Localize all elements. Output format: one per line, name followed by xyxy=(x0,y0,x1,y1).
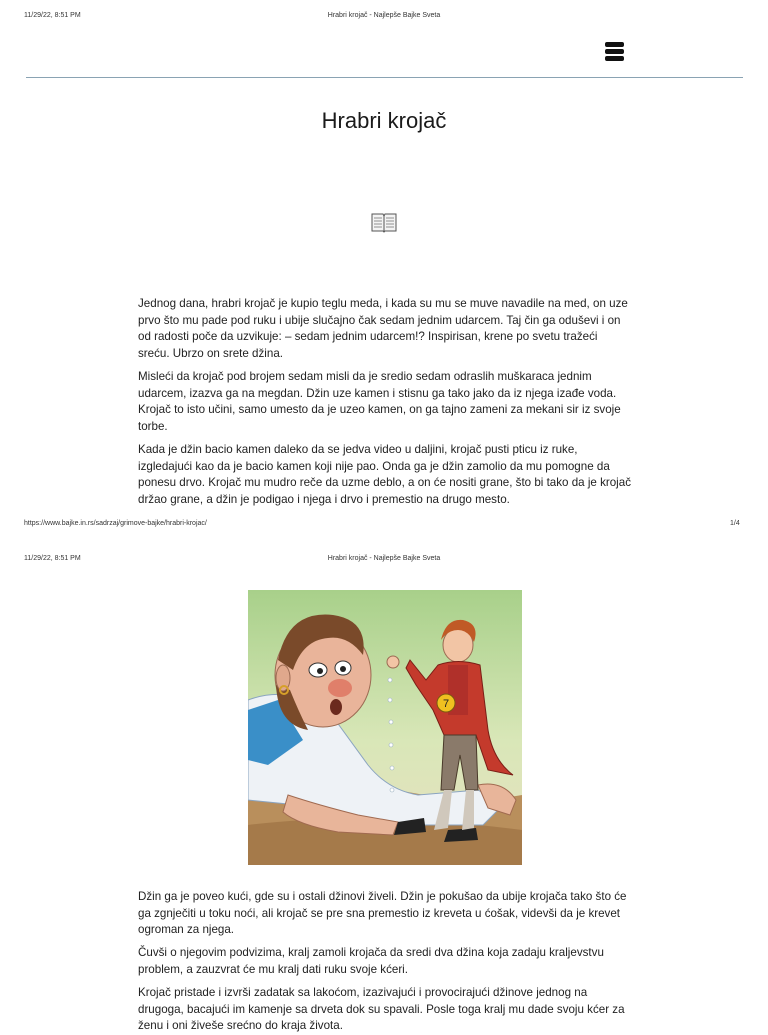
seven-badge: 7 xyxy=(442,698,450,710)
header-divider xyxy=(26,77,743,78)
story-paragraph: Misleći da krojač pod brojem sedam misli da je sredio sedam odraslih muškaraca jednim udarcem, izazva ga na megdan. Džin uze kamen i stisnu ga tako jako da iz njega izađe voda. Krojač to isto učini, samo umesto da je uzeo kamen, on ga tajno zameni za mekani sir iz svoje torbe. xyxy=(138,370,621,433)
story-paragraph: Krojač pristade i izvrši zadatak sa lakoćom, izazivajući i provocirajući džinove jednog na drugoga, bacajući im kamenje sa drveta dok su spavali. Posle toga kralj mu dade svoju kćer za ženu i oni živeše srećno do kraja života. xyxy=(138,986,625,1032)
header-page-title: Hrabri krojač - Najlepše Bajke Sveta xyxy=(327,555,441,562)
header-page-title: Hrabri krojač - Najlepše Bajke Sveta xyxy=(327,12,441,19)
hamburger-menu-icon[interactable] xyxy=(605,42,624,61)
story-paragraph: Jednog dana, hrabri krojač je kupio teglu meda, i kada su mu se muve navadile na med, on uze prvo što mu pade pod ruku i ubije slučajno čak sedam jednim udarcem. Taj čin ga oduševi i on od radosti poče da uzvikuje: – sedam jednim udarcem!? Inspirisan, krene po svetu tražeći sreću. Ubrzo on srete džina. xyxy=(138,297,628,360)
story-illustration xyxy=(248,590,522,865)
story-paragraph: Čuvši o njegovim podvizima, kralj zamoli krojača da sredi dva džina koja zadaju kraljevstvu problem, a zauzvrat će mu kralj dati ruku svoje kćeri. xyxy=(138,946,604,976)
footer-url[interactable]: https://www.bajke.in.rs/sadrzaj/grimove-bajke/hrabri-krojac/ xyxy=(24,520,207,527)
story-title: Hrabri krojač xyxy=(321,108,447,133)
page-number: 1/4 xyxy=(730,520,740,527)
header-datetime: 11/29/22, 8:51 PM xyxy=(24,555,81,562)
story-paragraph: Kada je džin bacio kamen daleko da se jedva video u daljini, krojač pusti pticu iz ruke, izgledajući kao da je bacio kamen koji nije pao. Onda ga je džin zamolio da mu pomogne da ponesu drvo. Krojač mu mudro reče da uzme deblo, a on će nositi grane, što bi tako da je krojač držao grane, a džin je podigao i njega i drvo i premestio na drugo mesto. xyxy=(138,443,632,506)
header-datetime: 11/29/22, 8:51 PM xyxy=(24,12,81,19)
book-icon[interactable] xyxy=(371,211,397,238)
story-paragraph: Džin ga je poveo kući, gde su i ostali džinovi živeli. Džin je pokušao da ubije krojača tako što će ga zgnječiti u toku noći, ali krojač se pre sna premestio iz kreveta u ćošak, videvši da je krevet ogroman za njega. xyxy=(138,890,627,936)
